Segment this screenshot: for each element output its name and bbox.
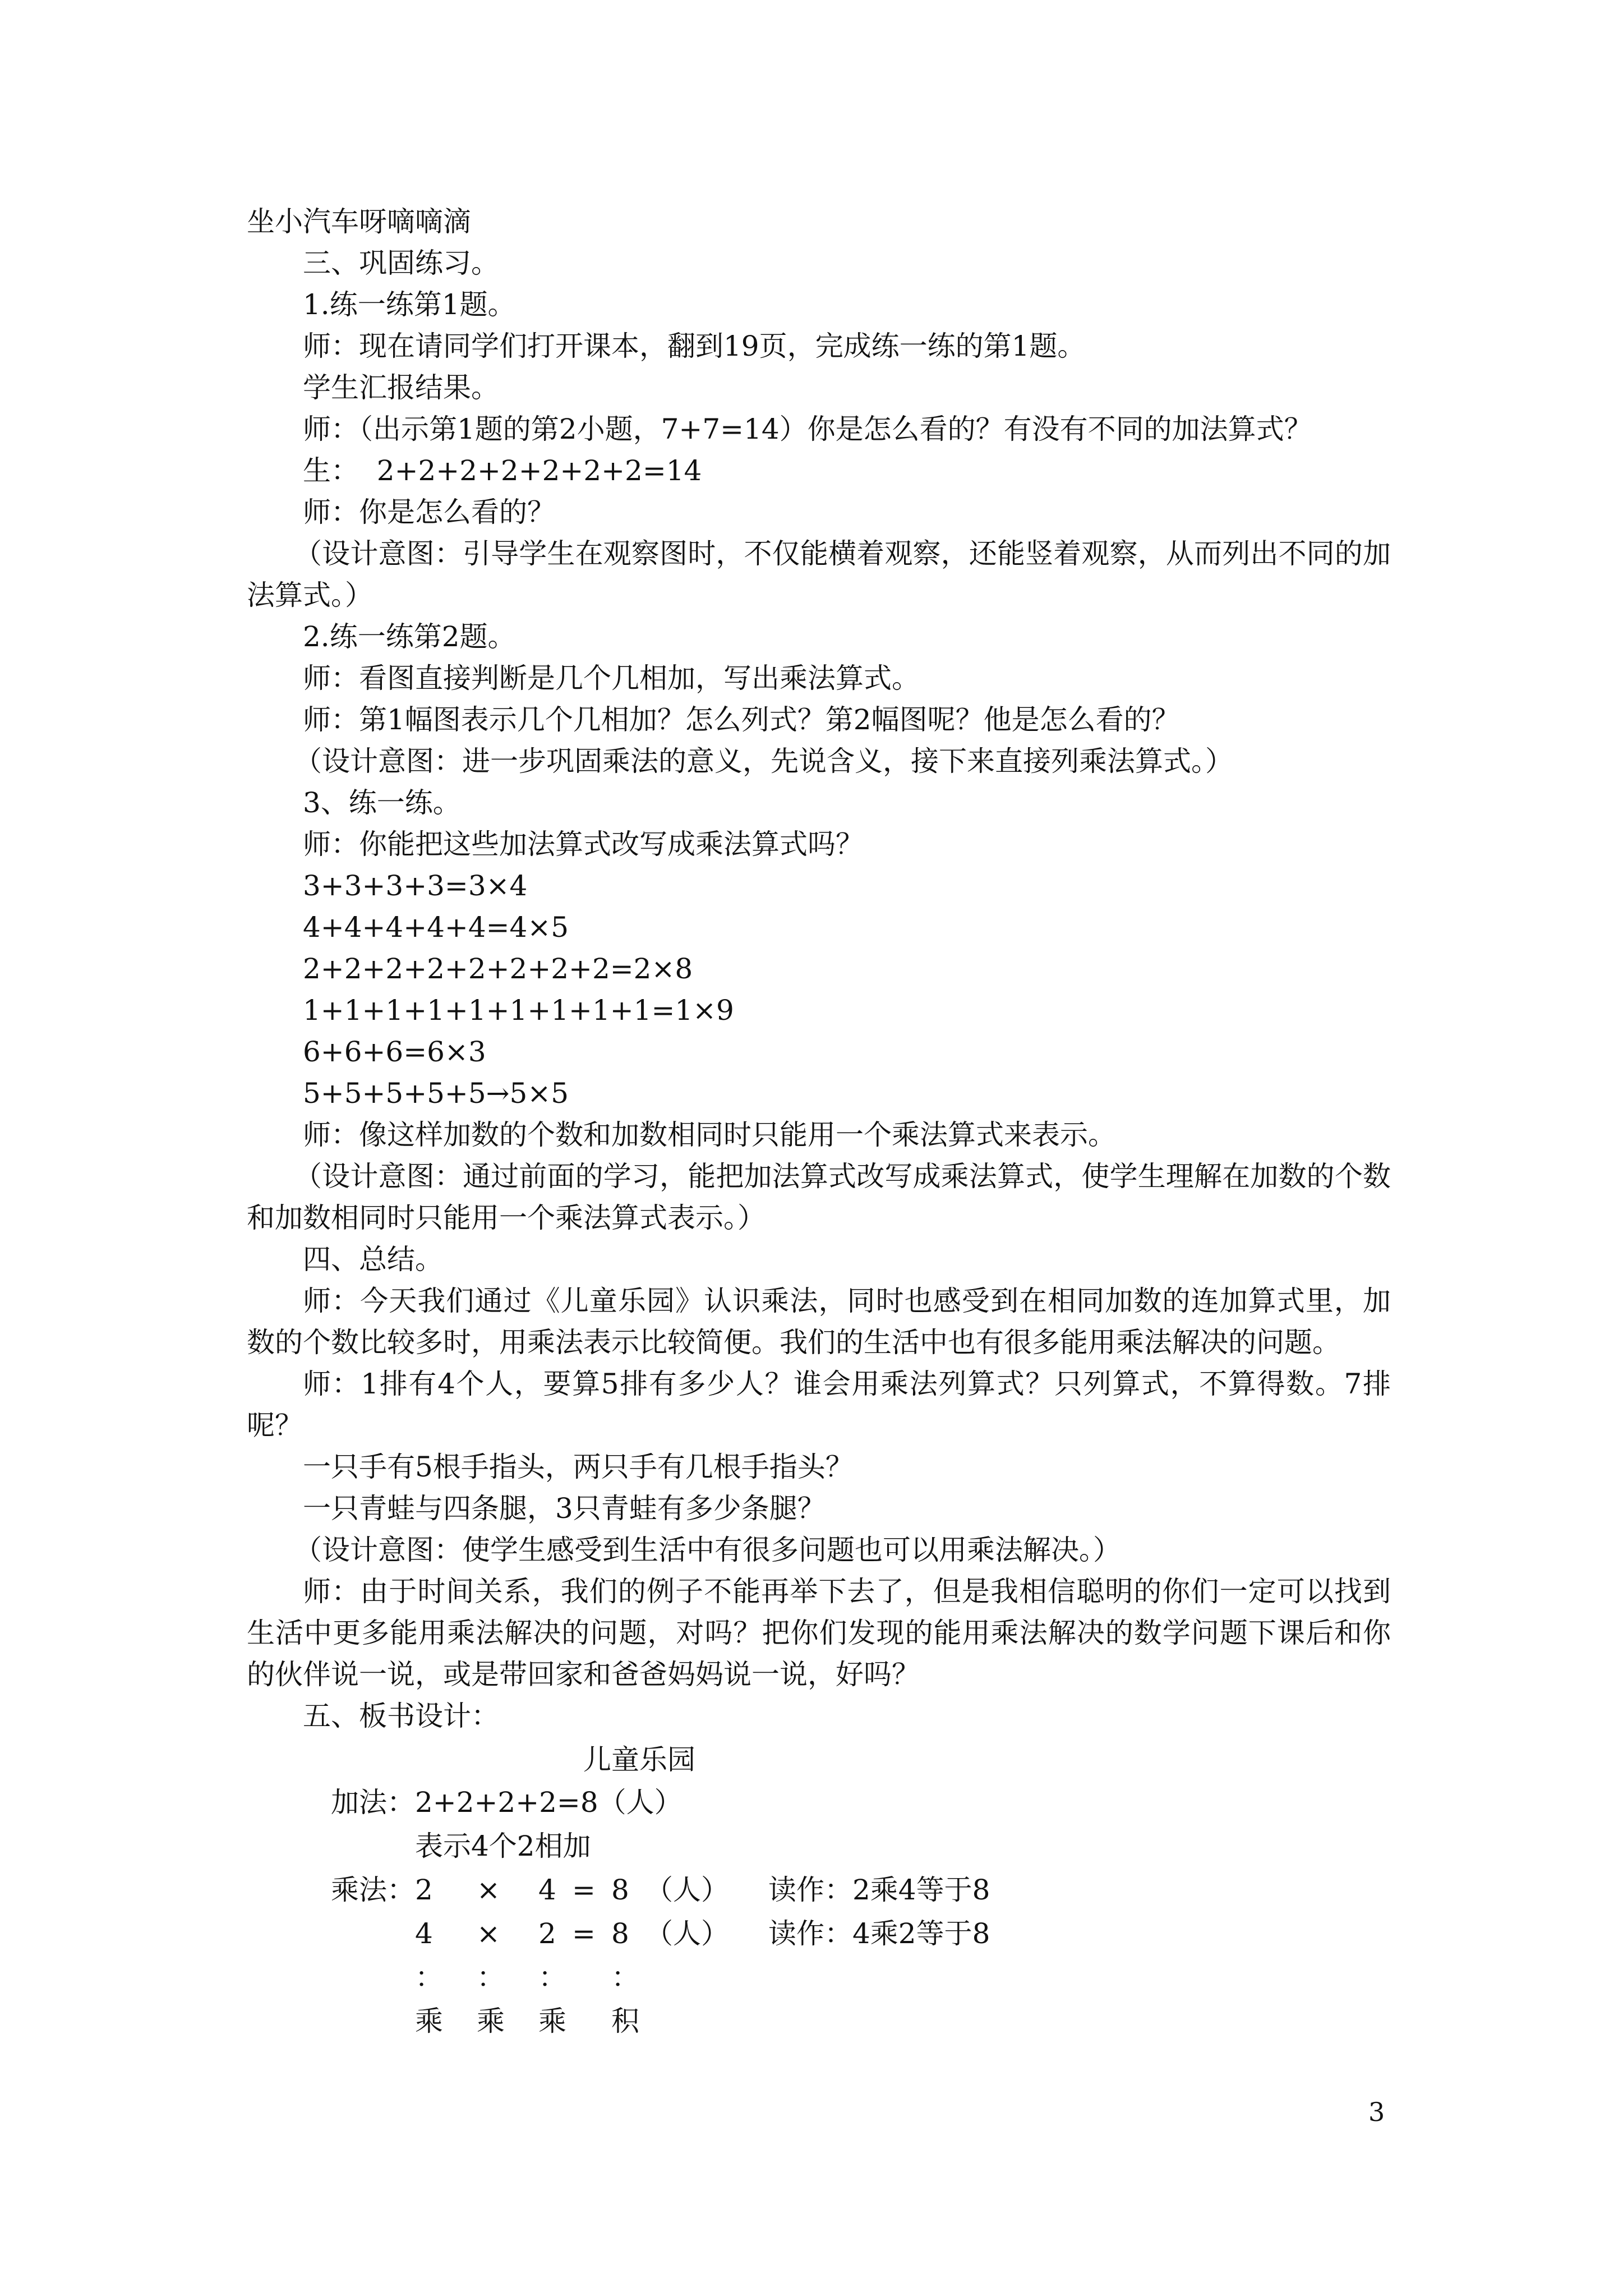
text-line: 学生汇报结果。 — [303, 371, 499, 404]
board-meaning: 表示4个2相加 — [415, 1830, 591, 1862]
board-addition: 加法：2+2+2+2=8（人） — [331, 1786, 683, 1819]
section-heading: 五、板书设计： — [303, 1700, 499, 1732]
pointer-mark: ： — [538, 1961, 566, 1994]
term-label: 乘 — [477, 2005, 505, 2037]
design-intent-note: （设计意图：使学生感受到生活中有很多问题也可以用乘法解决。） — [294, 1534, 1121, 1566]
board-mul-label: 乘法： — [331, 1874, 415, 1906]
board-design — [247, 1739, 1391, 2043]
design-intent-note: （设计意图：引导学生在观察图时，不仅能横着观察，还能竖着观察，从而列出不同的加法算式。） — [247, 537, 1391, 611]
text-line: 坐小汽车呀嘀嘀滴 — [247, 205, 471, 238]
text-line: 1.练一练第1题。 — [303, 288, 516, 321]
text-line: 师：现在请同学们打开课本，翻到19页，完成练一练的第1题。 — [303, 330, 1086, 362]
text-line: 师：第1幅图表示几个几相加？怎么列式？第2幅图呢？他是怎么看的？ — [303, 703, 1180, 736]
board-title: 儿童乐园 — [583, 1743, 695, 1776]
equation-line: 6+6+6=6×3 — [303, 1036, 486, 1068]
text-line: 3、练一练。 — [303, 786, 461, 819]
text-line: 生： 2+2+2+2+2+2+2=14 — [303, 454, 702, 487]
unit: （人） — [645, 1917, 729, 1950]
reading: 读作：4乘2等于8 — [768, 1917, 990, 1950]
term-label: 积 — [611, 2005, 639, 2037]
pointer-mark: ： — [415, 1961, 443, 1994]
pointer-mark: ： — [611, 1961, 639, 1994]
text-line: 师：（出示第1题的第2小题，7+7=14）你是怎么看的？有没有不同的加法算式？ — [303, 413, 1312, 445]
equation-line: 1+1+1+1+1+1+1+1+1=1×9 — [303, 994, 734, 1027]
unit: （人） — [645, 1874, 729, 1906]
product: 8 — [611, 1874, 629, 1906]
design-intent-note: （设计意图：进一步巩固乘法的意义，先说含义，接下来直接列乘法算式。） — [294, 745, 1233, 777]
equation-line: 2+2+2+2+2+2+2+2=2×8 — [303, 953, 693, 985]
text-line: 师：看图直接判断是几个几相加，写出乘法算式。 — [303, 662, 920, 694]
text-line: 师：你是怎么看的？ — [303, 496, 555, 528]
board-pointer-row — [247, 1955, 1391, 1999]
text-line: 师：今天我们通过《儿童乐园》认识乘法，同时也感受到在相同加数的连加算式里，加数的个数比较多时，用乘法表示比较简便。我们的生活中也有很多能用乘法解决的问题。 — [247, 1285, 1391, 1359]
factor: 2 — [415, 1874, 433, 1906]
factor: 4 — [538, 1874, 556, 1906]
equation-line: 4+4+4+4+4=4×5 — [303, 911, 569, 944]
lesson-body — [247, 201, 1391, 2043]
text-line: 一只手有5根手指头，两只手有几根手指头？ — [303, 1451, 854, 1483]
text-line: 一只青蛙与四条腿，3只青蛙有多少条腿？ — [303, 1492, 826, 1525]
equation-line: 3+3+3+3=3×4 — [303, 869, 528, 902]
equals-sign: = — [572, 1874, 596, 1906]
design-intent-note: （设计意图：通过前面的学习，能把加法算式改写成乘法算式，使学生理解在加数的个数和加数相同时只能用一个乘法算式表示。） — [247, 1160, 1391, 1234]
factor: 4 — [415, 1917, 433, 1950]
section-heading: 四、总结。 — [303, 1243, 443, 1276]
text-line: 师：1排有4个人，要算5排有多少人？谁会用乘法列算式？只列算式，不算得数。7排呢？ — [247, 1368, 1391, 1442]
board-term-row — [247, 1999, 1391, 2043]
pointer-mark: ： — [477, 1961, 505, 1994]
times-sign: × — [477, 1874, 500, 1906]
text-line: 师：像这样加数的个数和加数相同时只能用一个乘法算式来表示。 — [303, 1119, 1116, 1151]
page-number: 3 — [1368, 2097, 1385, 2127]
board-multiplication-row — [247, 1868, 1391, 1912]
text-line: 师：由于时间关系，我们的例子不能再举下去了，但是我相信聪明的你们一定可以找到生活中更多能用乘法解决的问题，对吗？把你们发现的能用乘法解决的数学问题下课后和你的伙伴说一说，或是带回家和爸爸妈妈说一说，好吗？ — [247, 1575, 1391, 1691]
term-label: 乘 — [538, 2005, 566, 2037]
product: 8 — [611, 1917, 629, 1950]
text-line: 2.练一练第2题。 — [303, 620, 516, 653]
times-sign: × — [477, 1917, 500, 1950]
text-line: 师：你能把这些加法算式改写成乘法算式吗？ — [303, 828, 864, 861]
reading: 读作：2乘4等于8 — [768, 1874, 990, 1906]
term-label: 乘 — [415, 2005, 443, 2037]
equals-sign: = — [572, 1917, 596, 1950]
section-heading: 三、巩固练习。 — [303, 247, 499, 279]
equation-line: 5+5+5+5+5→5×5 — [303, 1077, 569, 1110]
board-multiplication-row — [247, 1912, 1391, 1955]
factor: 2 — [538, 1917, 556, 1950]
